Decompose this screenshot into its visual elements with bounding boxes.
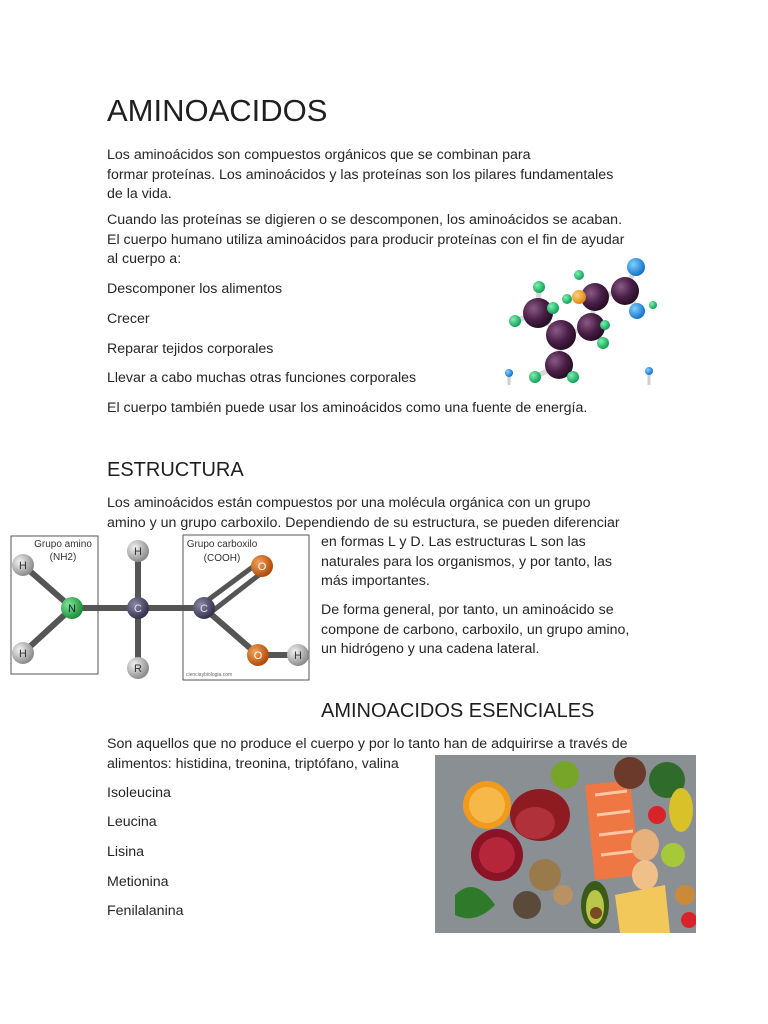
estructura-paragraph-1 <box>107 494 707 533</box>
text-line: De forma general, por tanto, un aminoácido se <box>321 602 614 618</box>
list-item: Lisina <box>107 844 145 860</box>
text-line: al cuerpo a: <box>107 251 182 267</box>
text-line: de la vida. <box>107 186 172 202</box>
text-line: más importantes. <box>321 573 430 589</box>
text-line: formar proteínas. Los aminoácidos y las proteínas son los pilares fundamentales <box>107 166 614 183</box>
intro-paragraph-1 <box>107 146 667 205</box>
section-heading-esenciales: AMINOACIDOS ESENCIALES <box>321 700 595 722</box>
carboxyl-group-formula: (COOH) <box>203 553 241 564</box>
energy-text: El cuerpo también puede usar los aminoácidos como una fuente de energía. <box>107 400 588 416</box>
list-item: Fenilalanina <box>107 903 184 919</box>
text-line: Los aminoácidos son compuestos orgánicos que se combinan para <box>107 147 531 163</box>
diagram-credit: cienciaybiologia.com <box>186 672 233 678</box>
atom-label: O <box>257 561 267 573</box>
healthy-food-photo <box>435 755 696 933</box>
atom-label: H <box>294 650 302 662</box>
estructura-paragraph-1-continued <box>321 533 661 592</box>
text-line: alimentos: histidina, treonina, triptófano, valina <box>107 755 399 772</box>
atom-label: H <box>19 560 27 572</box>
list-item: Isoleucina <box>107 785 171 801</box>
text-line: compone de carbono, carboxilo, un grupo amino, <box>321 621 630 638</box>
page-title: AMINOACIDOS <box>107 93 328 128</box>
atom-label: O <box>253 650 263 662</box>
molecule-illustration <box>493 255 663 390</box>
list-item: Metionina <box>107 874 169 890</box>
list-item: Llevar a cabo muchas otras funciones corporales <box>107 370 417 386</box>
amino-group-label: Grupo amino <box>34 539 92 550</box>
atom-label: C <box>200 603 208 615</box>
list-item: Leucina <box>107 814 157 830</box>
text-line: en formas L y D. Las estructuras L son las <box>321 534 586 550</box>
section-heading-estructura: ESTRUCTURA <box>107 459 244 481</box>
atom-label: N <box>68 603 76 615</box>
text-line: El cuerpo humano utiliza aminoácidos para producir proteínas con el fin de ayudar <box>107 231 625 248</box>
atom-label: C <box>134 603 142 615</box>
amino-acid-structure-diagram <box>8 531 312 683</box>
text-line: Los aminoácidos están compuestos por una molécula orgánica con un grupo <box>107 495 591 511</box>
text-line: Son aquellos que no produce el cuerpo y por lo tanto han de adquirirse a través de <box>107 736 628 752</box>
estructura-paragraph-2 <box>321 601 661 660</box>
list-item: Reparar tejidos corporales <box>107 341 274 357</box>
carboxyl-group-label: Grupo carboxilo <box>186 539 258 550</box>
atom-label: H <box>134 546 142 558</box>
atom-label: R <box>134 663 142 675</box>
list-item: Descomponer los alimentos <box>107 281 283 297</box>
amino-group-formula: (NH2) <box>49 552 77 563</box>
list-item: Crecer <box>107 311 150 327</box>
atom-label: H <box>19 648 27 660</box>
text-line: naturales para los organismos, y por tanto, las <box>321 553 612 570</box>
text-line: Cuando las proteínas se digieren o se descomponen, los aminoácidos se acaban. <box>107 212 623 228</box>
text-line: amino y un grupo carboxilo. Dependiendo de su estructura, se pueden diferenciar <box>107 514 620 531</box>
text-line: un hidrógeno y una cadena lateral. <box>321 641 540 657</box>
